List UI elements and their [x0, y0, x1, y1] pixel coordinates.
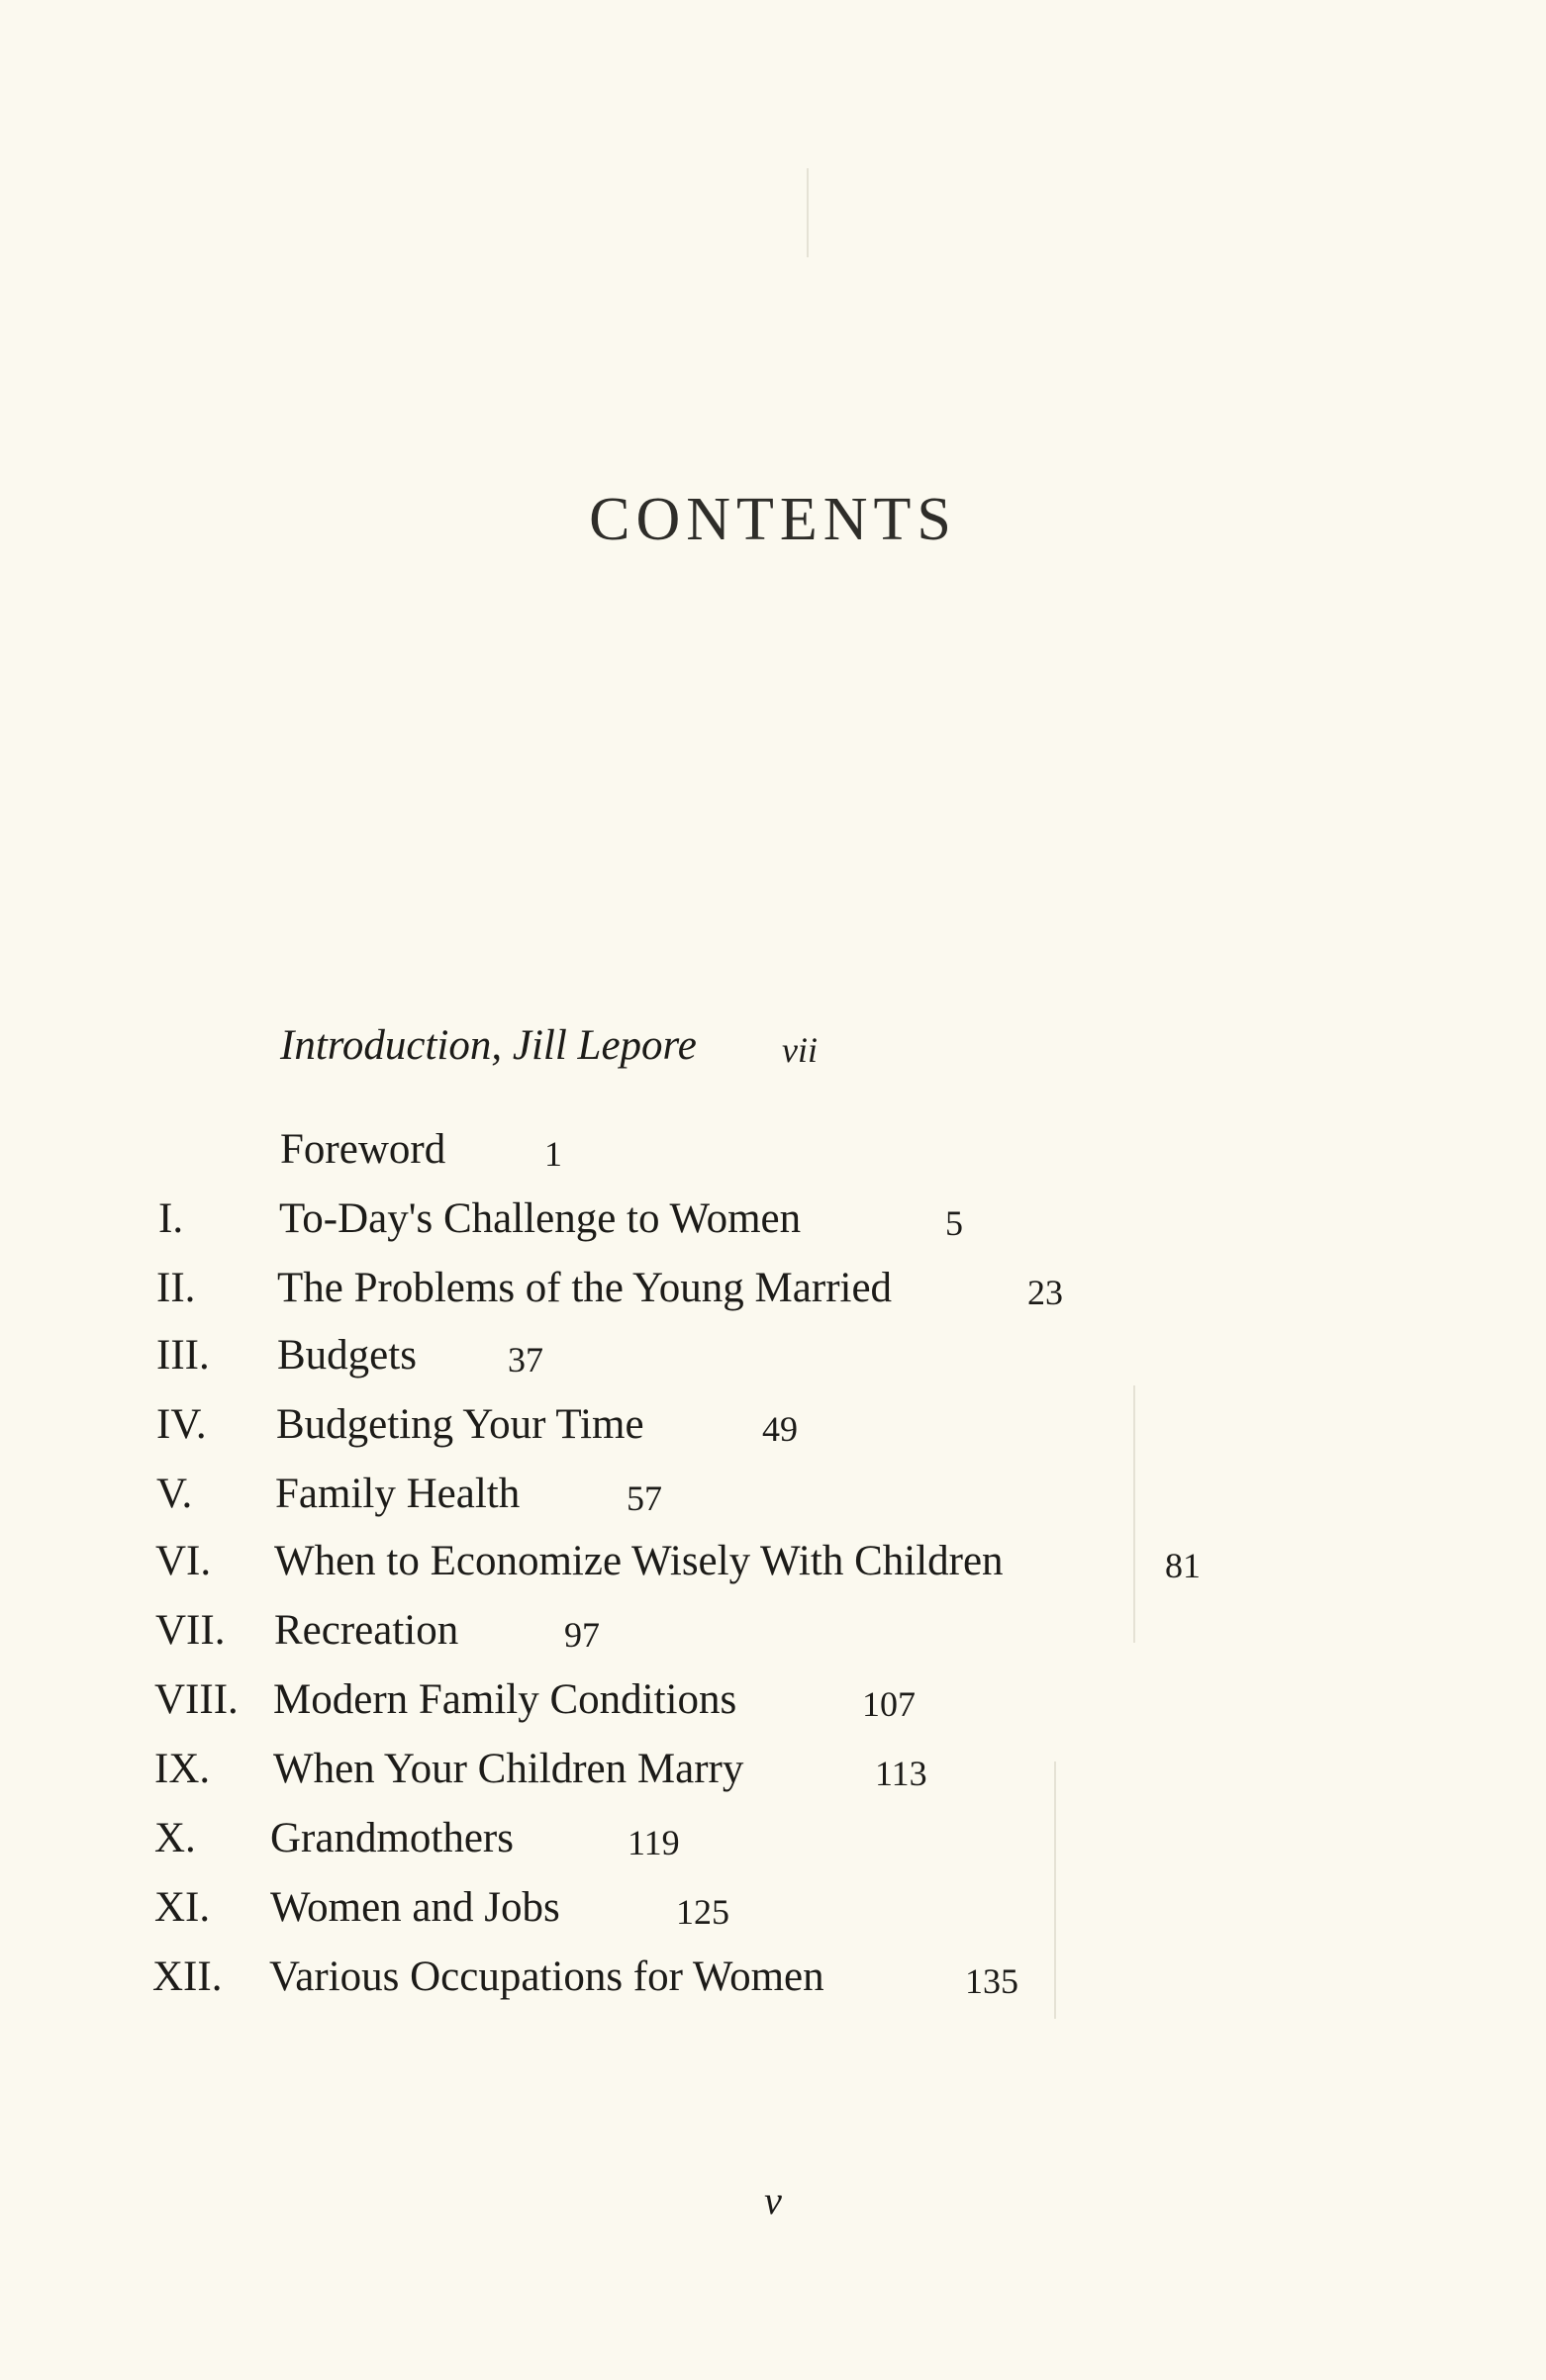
- chapter-number: IX.: [154, 1746, 211, 1792]
- entry-page: 81: [1165, 1546, 1201, 1585]
- entry-page: 49: [762, 1409, 798, 1449]
- page-number: v: [764, 2178, 782, 2223]
- chapter-number: VIII.: [154, 1676, 239, 1723]
- entry-title: When Your Children Marry: [273, 1746, 744, 1792]
- entry-title: The Problems of the Young Married: [277, 1265, 893, 1311]
- entry-title: Budgets: [277, 1332, 417, 1379]
- entry-title: Foreword: [280, 1126, 446, 1173]
- chapter-number: VII.: [155, 1607, 226, 1654]
- entry-title: Women and Jobs: [270, 1884, 560, 1931]
- entry-page: 37: [508, 1340, 543, 1380]
- page-title: CONTENTS: [589, 486, 957, 553]
- chapter-number: I.: [158, 1195, 184, 1242]
- entry-title: Recreation: [274, 1607, 459, 1654]
- entry-title: Introduction, Jill Lepore: [280, 1022, 697, 1069]
- chapter-number: IV.: [156, 1401, 207, 1448]
- entry-title: Budgeting Your Time: [276, 1401, 644, 1448]
- chapter-number: XII.: [152, 1953, 223, 2000]
- entry-title: Modern Family Conditions: [273, 1676, 737, 1723]
- entry-title: To-Day's Challenge to Women: [279, 1195, 802, 1242]
- entry-title: Family Health: [275, 1471, 521, 1517]
- entry-title: When to Economize Wisely With Children: [274, 1538, 1004, 1584]
- chapter-number: XI.: [154, 1884, 211, 1931]
- entry-page: 135: [965, 1961, 1018, 2001]
- chapter-number: V.: [156, 1471, 193, 1517]
- entry-page: vii: [782, 1030, 818, 1070]
- chapter-number: II.: [156, 1265, 196, 1311]
- entry-page: 5: [945, 1203, 963, 1243]
- entry-page: 57: [627, 1478, 662, 1518]
- entry-page: 97: [564, 1615, 600, 1655]
- chapter-number: X.: [154, 1815, 196, 1861]
- chapter-number: VI.: [155, 1538, 212, 1584]
- entry-page: 125: [676, 1892, 729, 1932]
- entry-title: Grandmothers: [270, 1815, 514, 1861]
- entry-page: 23: [1027, 1273, 1063, 1312]
- entry-page: 107: [862, 1684, 916, 1724]
- entry-page: 1: [544, 1134, 562, 1174]
- entry-page: 113: [875, 1754, 927, 1793]
- entry-page: 119: [628, 1823, 680, 1862]
- chapter-number: III.: [156, 1332, 210, 1379]
- entry-title: Various Occupations for Women: [269, 1953, 824, 2000]
